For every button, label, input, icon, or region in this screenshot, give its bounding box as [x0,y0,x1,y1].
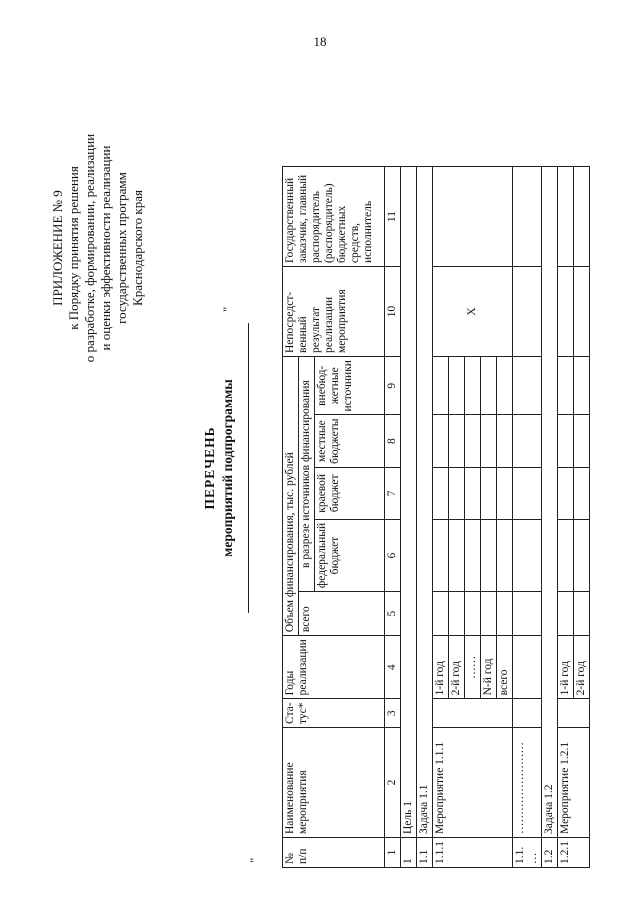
document-subtitle: мероприятий подпрограммы [220,379,235,557]
header-extra: внебюд-жетные источники [315,357,385,415]
col-number: 8 [385,415,401,467]
appendix-block [50,98,146,398]
table-row [433,167,449,868]
year-cell: 2-й год [449,636,465,699]
row-num: 1.1. … [513,838,542,868]
header-financing: Объем финансирования, тыс. рублей [283,357,299,636]
year-cell: …… [465,636,481,699]
header-name: Наименование мероприятия [283,728,385,838]
measures-table [282,166,590,868]
header-num: № п/п [283,838,385,868]
col-number: 9 [385,357,401,415]
row-num: 1.1 [417,838,433,868]
col-number: 3 [385,699,401,728]
row-name: …………………… [513,728,542,838]
row-name: Задача 1.2 [542,167,558,838]
rotated-page [42,68,602,868]
col-number: 5 [385,592,401,636]
row-num: 1.2 [542,838,558,868]
row-name: Мероприятие 1.1.1 [433,728,513,838]
col-number: 6 [385,519,401,591]
quote-mark-right: " [220,306,235,312]
year-cell: 1-й год [433,636,449,699]
header-customer: Государственный заказчик, главный распорядитель (распорядитель) бюджетных средств, исполнитель [283,167,385,267]
title-underline [248,323,249,613]
row-name: Мероприятие 1.2.1 [558,728,590,838]
col-number: 7 [385,467,401,519]
header-total: всего [299,592,385,636]
appendix-line: Краснодарского края [130,190,145,306]
row-name: Цель 1 [401,167,417,838]
col-number: 1 [385,838,401,868]
col-number: 10 [385,267,401,357]
row-num: 1 [401,838,417,868]
document-title: ПЕРЕЧЕНЬ [202,426,217,510]
appendix-line: и оценки эффективности реализации [98,145,113,351]
table-row [417,167,433,868]
row-num: 1.2.1 [558,838,590,868]
appendix-line: ПРИЛОЖЕНИЕ № 9 [50,190,65,306]
result-mark: X [433,267,513,357]
table-row [401,167,417,868]
col-number: 2 [385,728,401,838]
quote-mark-left: " [247,857,262,863]
page-number: 18 [313,34,327,49]
appendix-line: о разработке, формировании, реализации [82,133,97,363]
header-status: Ста-тус* [283,699,385,728]
header-federal: федеральный бюджет [315,519,385,591]
year-cell: N-й год [481,636,497,699]
header-result: Непосредст-венный результат реализации мероприятия [283,267,385,357]
year-cell: 2-й год [574,636,590,699]
header-local: местные бюджеты [315,415,385,467]
year-cell: 1-й год [558,636,574,699]
header-years: Годы реализации [283,636,385,699]
header-regional: краевой бюджет [315,467,385,519]
table-row [558,167,574,868]
row-num: 1.1.1 [433,838,513,868]
appendix-line: к Порядку принятия решения [66,166,81,330]
appendix-line: государственных программ [114,172,129,324]
year-cell: всего [497,636,513,699]
header-by-source: в разрезе источников финансирования [299,357,315,592]
table-row [513,167,542,868]
table-row [542,167,558,868]
col-number: 4 [385,636,401,699]
column-numbers-row [385,167,401,868]
row-name: Задача 1.1 [417,167,433,838]
col-number: 11 [385,167,401,267]
